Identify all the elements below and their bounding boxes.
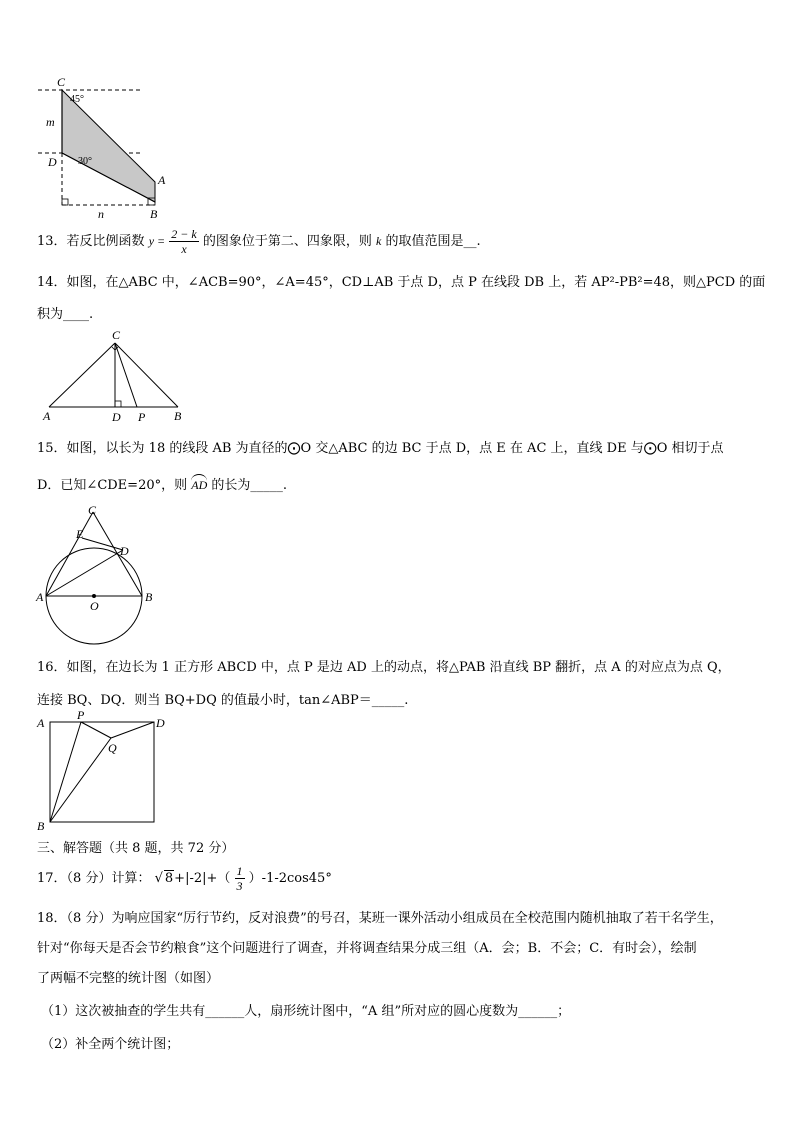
q15-line2-pre: D．已知∠CDE=20°，则 [37, 478, 188, 493]
q13-frac-num: 2 − k [171, 227, 197, 241]
fig14-label-c: C [112, 328, 121, 342]
fig14-label-a: A [43, 409, 51, 423]
q13-y-eq: y = [148, 234, 166, 248]
figure-14 [35, 326, 195, 424]
question-15-line1: 15．如图，以长为 18 的线段 AB 为直径的⨀O 交△ABC 的边 BC 于点 D，点 E 在 AC 上，直线 DE 与⨀O 相切于点 [37, 441, 724, 456]
fig15-label-b: B [145, 590, 153, 604]
figure-12 [30, 74, 175, 222]
fig12-label-angle-45: 45° [70, 94, 84, 105]
fig15-label-d: D [120, 544, 129, 558]
fig15-label-e: E [76, 527, 84, 541]
fig14-label-p: P [138, 410, 146, 424]
q17-mid: +|-2|+（ [174, 871, 231, 886]
question-18-sub1: （1）这次被抽查的学生共有______人，扇形统计图中，“A 组”所对应的圆心度数为______； [41, 1004, 571, 1019]
fig16-label-b: B [37, 819, 45, 833]
q17-frac-den: 3 [236, 879, 243, 893]
fig16-label-q: Q [108, 741, 117, 755]
fig14-label-b: B [174, 409, 182, 423]
question-18-line3: 了两幅不完整的统计图（如图） [37, 971, 220, 986]
q17-frac-num: 1 [236, 864, 243, 878]
fig12-label-m: m [46, 115, 55, 129]
fig16-label-d: D [156, 716, 165, 730]
section-3-heading: 三、解答题（共 8 题，共 72 分） [37, 841, 235, 856]
fig12-label-b: B [150, 207, 158, 221]
fig12-label-d: D [48, 155, 57, 169]
q17-pre: 17．（8 分）计算： [37, 871, 151, 886]
q17-sqrt: √ 8 [154, 871, 174, 886]
fig12-label-angle-30: 30° [78, 156, 92, 167]
fig14-label-d: D [112, 410, 121, 424]
question-16-line1: 16．如图，在边长为 1 正方形 ABCD 中，点 P 是边 AD 上的动点，将△PAB 沿直线 BP 翻折，点 A 的对应点为点 Q， [37, 660, 731, 675]
q13-text: 的图象位于第二、四象限，则 [202, 234, 372, 249]
fig12-label-n: n [98, 207, 104, 221]
q15-line2-post: 的长为_____. [211, 478, 288, 493]
question-18-sub2: （2）补全两个统计图； [41, 1037, 180, 1052]
q13-k: k [376, 234, 382, 248]
question-14-line1: 14．如图，在△ABC 中，∠ACB=90°，∠A=45°，CD⊥AB 于点 D，点 P 在线段 DB 上，若 AP²-PB²=48，则△PCD 的面 [37, 275, 766, 290]
q17-fraction [235, 864, 245, 893]
q17-tail: ）-1-2cos45° [248, 871, 332, 886]
q15-arc-label: AD [191, 478, 208, 492]
question-14-line2: 积为____. [37, 307, 94, 322]
q13-tail: 的取值范围是__. [385, 234, 481, 249]
fig16-label-a: A [37, 716, 45, 730]
fig12-label-a: A [158, 173, 166, 187]
fig16-label-p: P [77, 708, 85, 722]
fig15-label-c: C [88, 503, 97, 517]
question-18-line1: 18．（8 分）为响应国家“厉行节约，反对浪费”的号召，某班一课外活动小组成员在全校范围内随机抽取了若干名学生， [37, 911, 723, 926]
figure-16 [33, 708, 173, 834]
q17-sqrt-arg: 8 [164, 871, 174, 886]
question-13 [37, 227, 481, 256]
fig12-label-c: C [57, 75, 66, 89]
question-18-line2: 针对“你每天是否会节约粮食”这个问题进行了调查，并将调查结果分成三组（A．会；B．不会；C．有时会），绘制 [37, 941, 697, 956]
figure-15 [33, 500, 163, 650]
q13-number: 13．若反比例函数 [37, 234, 145, 249]
question-15-line2 [37, 474, 287, 493]
fig15-label-o: O [90, 599, 99, 613]
q13-frac-den: x [181, 242, 187, 256]
q15-arc [191, 475, 207, 493]
q13-fraction [169, 227, 198, 256]
question-17 [37, 864, 332, 893]
question-16-line2: 连接 BQ、DQ．则当 BQ+DQ 的值最小时，tan∠ABP＝_____. [37, 693, 409, 708]
fig15-label-a: A [36, 590, 44, 604]
